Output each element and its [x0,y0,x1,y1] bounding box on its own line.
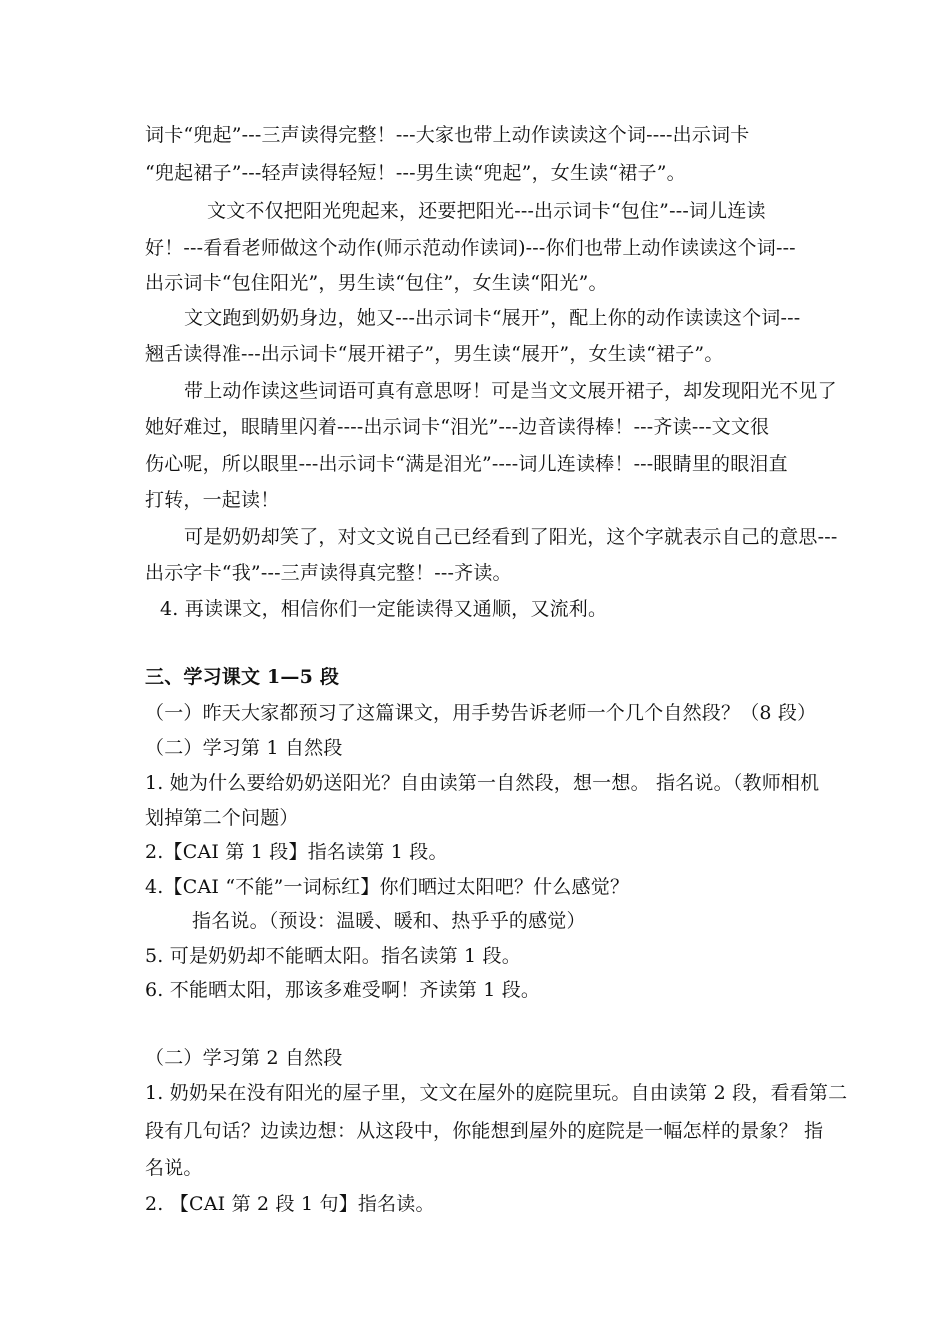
text-line: 打转，一起读！ [145,489,280,511]
text-line: 指名说。（预设：温暖、暖和、热乎乎的感觉） [192,910,586,932]
list-item: 2. 【CAI 第 2 段 1 句】指名读。 [145,1193,435,1215]
section-heading: 三、学习课文 1—5 段 [145,666,340,688]
list-item: 4. 再读课文，相信你们一定能读得又通顺，又流利。 [160,598,608,620]
text-line: 词卡“兜起”---三声读得完整！---大家也带上动作读读这个词----出示词卡 [145,124,750,146]
text-line: 段有几句话？边读边想：从这段中，你能想到屋外的庭院是一幅怎样的景象？ 指 [145,1120,824,1142]
list-item: 4.【CAI “不能”一词标红】你们晒过太阳吧？什么感觉？ [145,876,630,898]
text-line: 她好难过，眼睛里闪着----出示词卡“泪光”---边音读得棒！---齐读---文文很 [145,416,770,438]
list-item: 6. 不能晒太阳，那该多难受啊！齐读第 1 段。 [145,979,541,1001]
text-line: 带上动作读这些词语可真有意思呀！可是当文文展开裙子，却发现阳光不见了 [184,380,837,402]
text-line: 文文跑到奶奶身边，她又---出示词卡“展开”，配上你的动作读读这个词--- [184,307,801,329]
list-item: 1. 她为什么要给奶奶送阳光？自由读第一自然段，想一想。 指名说。（教师相机 [145,772,820,794]
text-line: （一）昨天大家都预习了这篇课文，用手势告诉老师一个几个自然段？（8 段） [145,702,817,724]
text-line: 出示字卡“我”---三声读得真完整！---齐读。 [145,562,512,584]
list-item: 1. 奶奶呆在没有阳光的屋子里，文文在屋外的庭院里玩。自由读第 2 段，看看第二 [145,1082,848,1104]
text-line: 可是奶奶却笑了，对文文说自己已经看到了阳光，这个字就表示自己的意思--- [184,526,838,548]
subsection-heading: （二）学习第 1 自然段 [145,737,343,759]
text-line: 伤心呢，所以眼里---出示词卡“满是泪光”----词儿连读棒！---眼睛里的眼泪直 [145,453,788,475]
list-item: 5. 可是奶奶却不能晒太阳。指名读第 1 段。 [145,945,521,967]
text-line: 划掉第二个问题） [145,807,299,829]
text-line: 文文不仅把阳光兜起来，还要把阳光---出示词卡“包住”---词儿连读 [207,200,766,222]
list-item: 2.【CAI 第 1 段】指名读第 1 段。 [145,841,448,863]
text-line: 名说。 [145,1157,203,1179]
text-line: 出示词卡“包住阳光”，男生读“包住”，女生读“阳光”。 [145,272,608,294]
subsection-heading: （二）学习第 2 自然段 [145,1047,343,1069]
text-line: “兜起裙子”---轻声读得轻短！---男生读“兜起”，女生读“裙子”。 [145,162,686,184]
text-line: 翘舌读得准---出示词卡“展开裙子”，男生读“展开”，女生读“裙子”。 [145,343,724,365]
text-line: 好！---看看老师做这个动作(师示范动作读词)---你们也带上动作读读这个词--- [145,237,796,259]
